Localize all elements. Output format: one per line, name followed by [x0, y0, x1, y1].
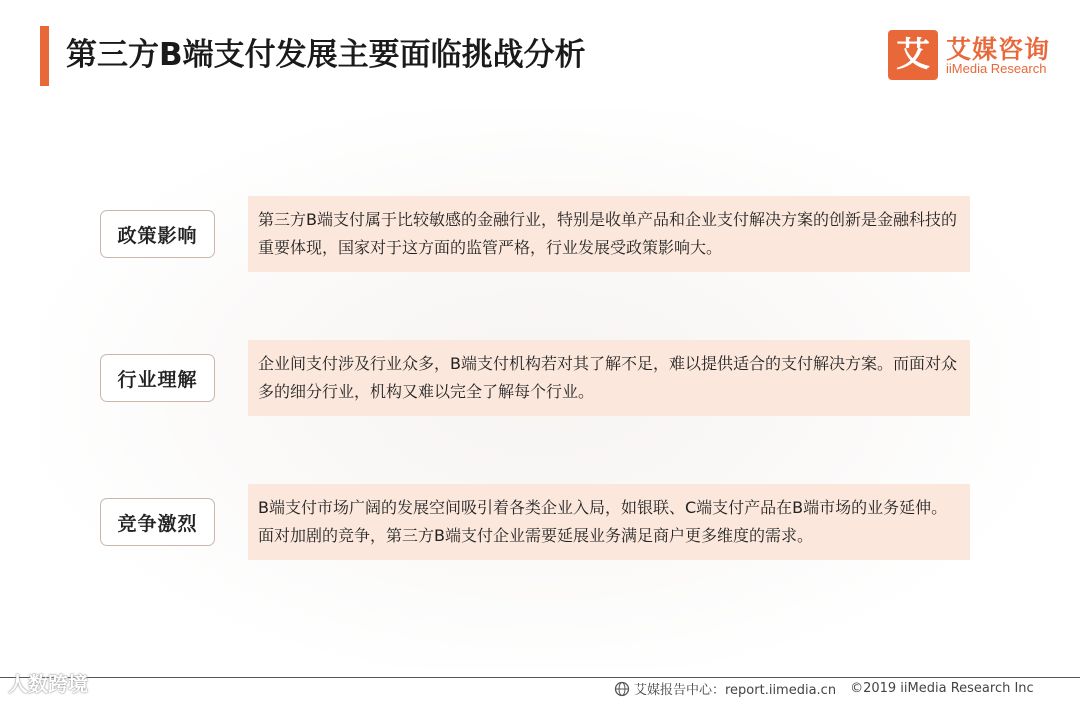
- challenge-label-competition: 竞争激烈: [100, 498, 215, 546]
- challenge-row-policy: [0, 196, 1080, 276]
- title-accent-bar: [40, 26, 49, 86]
- challenge-desc-competition: B端支付市场广阔的发展空间吸引着各类企业入局，如银联、C端支付产品在B端市场的业务延伸。面对加剧的竞争，第三方B端支付企业需要延展业务满足商户更多维度的需求。: [248, 484, 970, 560]
- challenge-row-competition: [0, 484, 1080, 564]
- page-title: 第三方B端支付发展主要面临挑战分析: [66, 37, 586, 73]
- logo-name-en: iiMedia Research: [946, 61, 1047, 76]
- challenge-desc-industry: 企业间支付涉及行业众多，B端支付机构若对其了解不足，难以提供适合的支付解决方案。而面对众多的细分行业，机构又难以完全了解每个行业。: [248, 340, 970, 416]
- challenge-row-industry: [0, 340, 1080, 420]
- footer-source[interactable]: 艾媒报告中心：report.iimedia.cn: [634, 683, 837, 698]
- challenge-label-policy: 政策影响: [100, 210, 215, 258]
- logo-name-cn: 艾媒咨询: [946, 35, 1051, 64]
- globe-icon: [614, 681, 630, 697]
- challenge-label-industry: 行业理解: [100, 354, 215, 402]
- iimedia-logo: [888, 30, 1068, 82]
- footer-divider: [0, 677, 1080, 678]
- footer-copyright: ©2019 iiMedia Research Inc: [850, 681, 1034, 696]
- logo-mark-icon: 艾: [888, 30, 938, 80]
- watermark: 人数跨境: [8, 672, 88, 696]
- footer: [614, 679, 1034, 698]
- challenge-desc-policy: 第三方B端支付属于比较敏感的金融行业，特别是收单产品和企业支付解决方案的创新是金融科技的重要体现，国家对于这方面的监管严格，行业发展受政策影响大。: [248, 196, 970, 272]
